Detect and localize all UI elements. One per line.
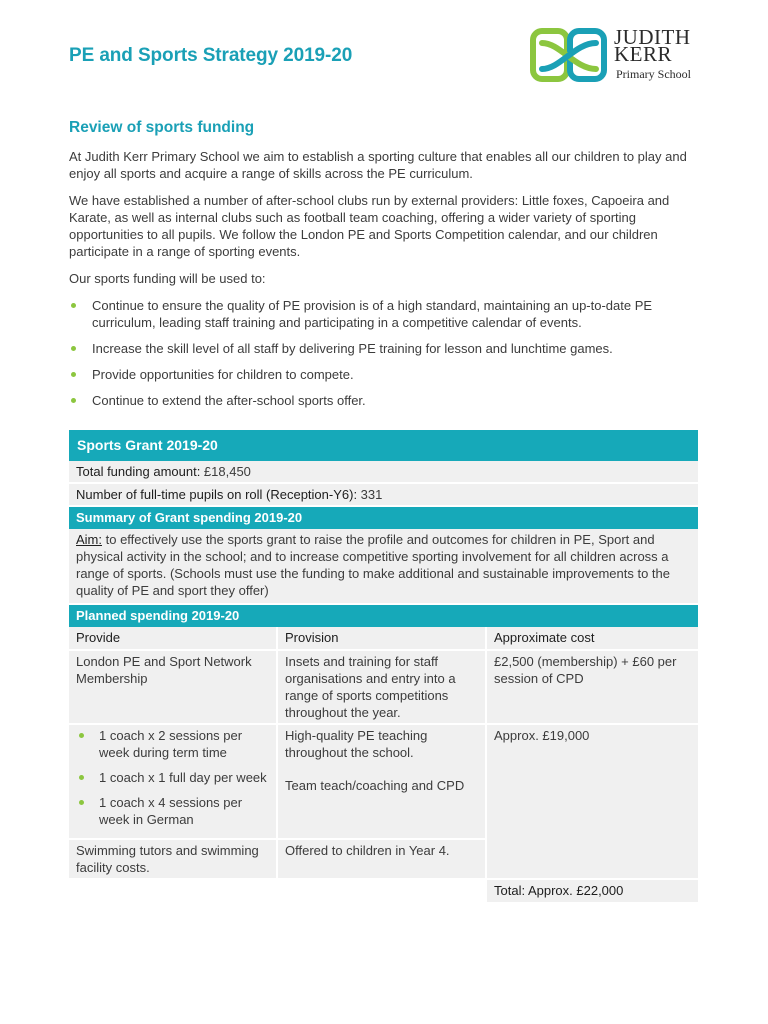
- summary-heading: Summary of Grant spending 2019-20: [69, 507, 698, 529]
- bullet-icon: [71, 303, 76, 308]
- list-item: Continue to extend the after-school sports offer.: [69, 392, 701, 409]
- list-item: Provide opportunities for children to compete.: [69, 366, 701, 383]
- planned-spending-table: [69, 627, 698, 902]
- sports-grant-table: [69, 430, 698, 902]
- list-item: Increase the skill level of all staff by delivering PE training for lesson and lunchtime games.: [69, 340, 701, 357]
- bullet-icon: [71, 398, 76, 403]
- pupils-row: Number of full-time pupils on roll (Reception-Y6): 331: [69, 484, 698, 507]
- logo-text-primary-school: Primary School: [616, 67, 691, 81]
- table-cell-cost: £2,500 (membership) + £60 per session of CPD: [487, 651, 698, 725]
- funding-uses-list: [69, 297, 701, 409]
- table-cell-empty: [69, 880, 278, 902]
- coaching-list: [76, 727, 269, 828]
- bullet-icon: [79, 775, 84, 780]
- bullet-icon: [71, 372, 76, 377]
- clubs-paragraph: We have established a number of after-school clubs run by external providers: Little foxes, Capoeira and Karate, as well as internal clubs such as football team coaching, offering a wider variety of sporting opportunities to all pupils. We follow the London PE and Sports Competition calendar, and our children participate in a range of sporting events.: [69, 193, 670, 259]
- list-item: 1 coach x 1 full day per week: [76, 769, 269, 786]
- table-cell-provision: Offered to children in Year 4.: [278, 840, 487, 880]
- table-cell-empty: [278, 880, 487, 902]
- section-heading: Review of sports funding: [69, 119, 255, 136]
- table-cell-provision: High-quality PE teaching throughout the school. Team teach/coaching and CPD: [278, 725, 487, 840]
- table-cell-provide: London PE and Sport Network Membership: [69, 651, 278, 725]
- list-item: Continue to ensure the quality of PE provision is of a high standard, maintaining an up-to-date PE curriculum, leading staff training and participating in a competitive calendar of events.: [69, 297, 701, 331]
- table-cell-provision: Insets and training for staff organisations and entry into a range of sports competitions throughout the year.: [278, 651, 487, 725]
- funding-intro-paragraph: Our sports funding will be used to:: [69, 271, 266, 286]
- page-title: PE and Sports Strategy 2019-20: [69, 45, 353, 66]
- bullet-icon: [79, 733, 84, 738]
- aim-row: Aim: to effectively use the sports grant to raise the profile and outcomes for children in PE, Sport and physical activity in the school; and to increase competitive sporting involvement for all children across a range of sports. (Schools must use the funding to make additional and sustainable improvements to the quality of PE and sport they offer): [69, 529, 698, 605]
- column-header-provide: Provide: [69, 627, 278, 651]
- planned-heading: Planned spending 2019-20: [69, 605, 698, 627]
- logo-infinity-icon: [530, 27, 610, 85]
- logo-text-kerr: KERR: [614, 42, 673, 66]
- intro-paragraph: At Judith Kerr Primary School we aim to establish a sporting culture that enables all our children to play and enjoy all sports and acquire a range of skills across the PE curriculum.: [69, 149, 687, 181]
- funding-row: Total funding amount: £18,450: [69, 461, 698, 484]
- total-cost: Total: Approx. £22,000: [487, 880, 698, 902]
- table-cell-provide: Swimming tutors and swimming facility costs.: [69, 840, 278, 880]
- review-body: [69, 148, 701, 418]
- table-cell-provide: [69, 725, 278, 840]
- table-cell-cost: Approx. £19,000: [487, 725, 698, 880]
- bullet-icon: [79, 800, 84, 805]
- list-item: 1 coach x 4 sessions per week in German: [76, 794, 269, 828]
- grant-heading: Sports Grant 2019-20: [69, 430, 698, 461]
- school-logo: [530, 27, 702, 85]
- bullet-icon: [71, 346, 76, 351]
- column-header-cost: Approximate cost: [487, 627, 698, 651]
- logo-text-judith: JUDITH: [614, 25, 691, 49]
- list-item: 1 coach x 2 sessions per week during term time: [76, 727, 269, 761]
- column-header-provision: Provision: [278, 627, 487, 651]
